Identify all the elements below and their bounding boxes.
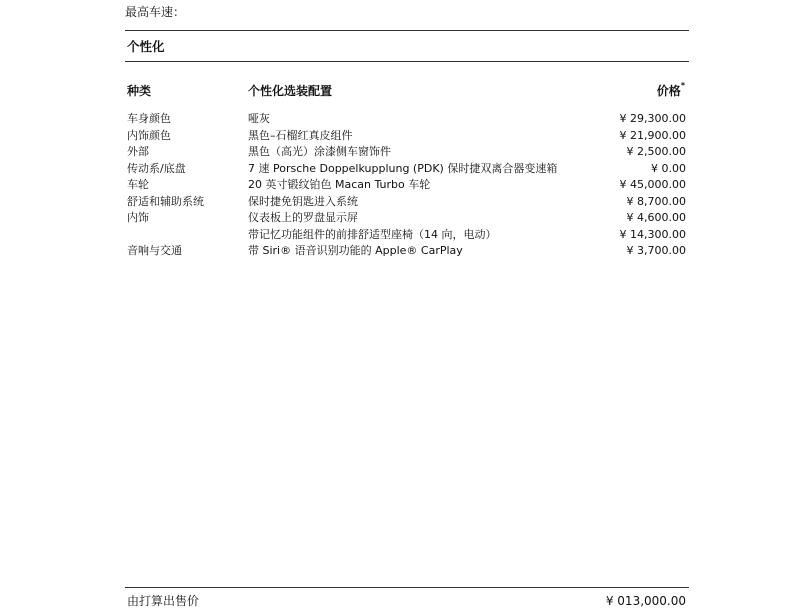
- column-header-price: [657, 82, 685, 99]
- row-price: ¥ 0.00: [651, 161, 686, 175]
- row-option: 带 Siri® 语音识别功能的 Apple® CarPlay: [248, 244, 463, 257]
- row-option: 7 速 Porsche Doppelkupplung (PDK) 保时捷双离合器变速箱: [248, 161, 558, 175]
- top-speed-label: 最高车速：: [125, 5, 186, 19]
- section-title: 个性化: [127, 39, 165, 54]
- row-option: 黑色（高光）涂漆侧车窗饰件: [248, 145, 391, 158]
- row-price: ¥ 21,900.00: [619, 128, 686, 142]
- row-option: 保时捷免钥匙进入系统: [248, 194, 358, 208]
- table-row: [125, 144, 689, 161]
- footer-total-label: 由打算出售价: [127, 594, 200, 608]
- row-price: ¥ 8,700.00: [626, 194, 686, 208]
- section-divider-top: [125, 30, 689, 31]
- table-header: [125, 82, 689, 100]
- row-option: 仪表板上的罗盘显示屏: [248, 211, 358, 224]
- table-row: [125, 128, 689, 145]
- table-row: [125, 177, 689, 194]
- row-price: ¥ 14,300.00: [619, 227, 686, 241]
- row-option: 哑灰: [248, 112, 270, 125]
- row-option: 带记忆功能组件的前排舒适型座椅（14 向，电动）: [248, 227, 497, 241]
- table-row: [125, 111, 689, 128]
- table-row: [125, 161, 689, 178]
- table-row: [125, 243, 689, 260]
- option-table: [125, 111, 689, 260]
- row-category: 外部: [127, 145, 149, 158]
- row-option: 20 英寸锻纹铂色 Macan Turbo 车轮: [248, 178, 431, 191]
- row-option: 黑色–石榴红真皮组件: [248, 128, 353, 142]
- column-header-option: 个性化选装配置: [248, 84, 333, 98]
- row-price: ¥ 3,700.00: [626, 244, 686, 257]
- row-category: 内饰颜色: [127, 128, 171, 142]
- row-category: 内饰: [127, 211, 149, 224]
- footer-divider: [125, 587, 689, 588]
- column-header-category: 种类: [127, 84, 152, 98]
- row-price: ¥ 2,500.00: [626, 145, 686, 158]
- table-row: [125, 194, 689, 211]
- row-category: 舒适和辅助系统: [127, 194, 204, 208]
- table-row: [125, 227, 689, 244]
- table-row: [125, 210, 689, 227]
- row-price: ¥ 29,300.00: [619, 112, 686, 125]
- row-category: 传动系/底盘: [127, 161, 186, 175]
- configuration-page: [125, 0, 689, 608]
- footer-total-price: ¥ 013,000.00: [605, 594, 686, 608]
- section-divider-bottom: [125, 61, 689, 62]
- price-label: 价格: [656, 84, 681, 98]
- row-category: 车身颜色: [127, 112, 171, 125]
- row-category: 车轮: [127, 178, 149, 191]
- row-price: ¥ 45,000.00: [619, 178, 686, 191]
- price-footnote-mark: *: [680, 81, 685, 90]
- row-price: ¥ 4,600.00: [626, 211, 686, 224]
- row-category: 音响与交通: [127, 244, 182, 257]
